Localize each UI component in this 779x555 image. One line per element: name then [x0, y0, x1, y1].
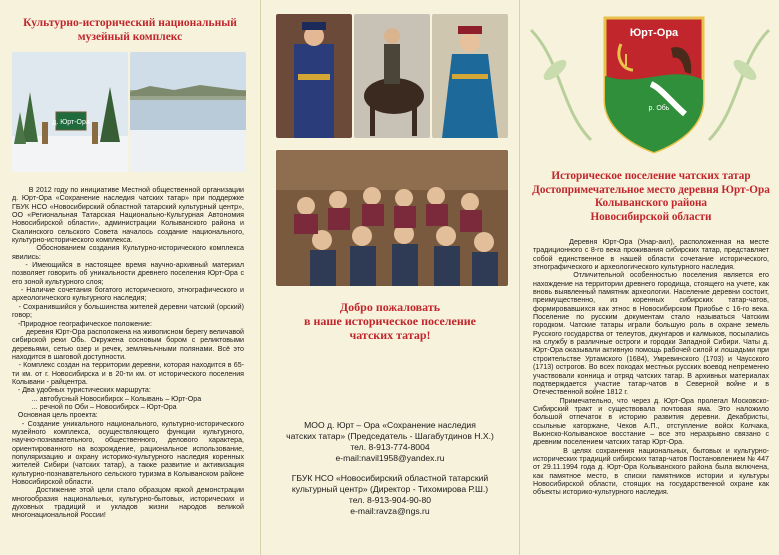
contact2-director: культурный центр» (Директор - Тихомирова Р.Ш.): [291, 484, 489, 494]
panel-divider-2: [519, 0, 520, 555]
emblem-title: Юрт-Ора: [629, 27, 679, 39]
right-title-line3: Колыванского района: [594, 197, 708, 209]
middle-panel: [262, 0, 518, 555]
right-title: [529, 170, 773, 224]
costume-photo-right: [432, 14, 508, 138]
right-title-line2: Достопримечательное место деревня Юрт-Ора: [532, 183, 770, 196]
sign-text: д. Юрт-Ора: [52, 119, 90, 126]
right-title-line4: Новосибирской области: [590, 210, 712, 223]
panel-divider-1: [260, 0, 261, 555]
welcome-line2: в наше историческое поселение: [304, 314, 476, 328]
horse-rider-photo: [354, 14, 430, 138]
contact1-phone: тел. 8-913-774-8004: [350, 442, 430, 452]
contact1-chair: чатских татар» (Председатель - Шагабутдинов Н.Х.): [286, 431, 494, 441]
left-body-text: В 2012 году по инициативе Местной общественной организации д. Юрт-Ора «Сохранение наследия чатских татар» при поддержке ГБУК НСО «Новосибирский областной татарский культурный центр», ОО «Региональная Татарская Национально-Культурная Автономия Новосибирской области», администрации Колыванского района и Скалинского сельского Совета началось создание национального, культурно-исторического комплекса. Обоснованием создания Культурно-исторического комплекса явились: - Имеющийся в настоящее время научно-архивный материал позволяет говорить об уникальности древнего поселения Юрт-Ора с его зоной культурного слоя; - Наличие сочетания богатого исторического, этнографического и археологического культурного наследия; - Сохранившийся у большинства жителей деревни чатский (орский) говор; -Природное географическое положение: деревня Юрт-Ора расположена на живописном берегу величавой сибирской реки Обь. Окружена сосновым бором с реликтовыми деревьями, сетью озер и речек, землянычными полянами. Всё это находится в шаговой доступности. - Комплекс создан на территории деревни, которая находится в 65-ти км. от г. Новосибирска и в 20-ти км. от исторического поселения Колывани - райцентра. - Два удобных туристических маршрута: ... автобусный Новосибирск – Колывань – Юрт-Ора ... речной по Оби – Новосибирск – Юрт-Ора Основная цель проекта: - Создание уникального национального, культурно-исторического музейного комплекса, осуществляющего функции культурного, научно-познавательного, общественного, делового характера, ориентированного на возрождение, рациональное использование, популяризацию и охрану историко-культурного наследия коренных жителей Сибири (чатских татар), а также развитие и активизация культурно-познавательного сельского туризма в Колыванском районе Новосибирской области. Достижение этой цели стало образцом яркой демонстрации многообразия национальных, культурно-бытовых, исторических и духовных традиций и укладов жизни народов великой многонациональной России!: [12, 186, 245, 520]
village-emblem: [601, 14, 707, 154]
left-title-line2: музейный комплекс: [77, 31, 183, 43]
welcome-line1: Добро пожаловать: [339, 300, 441, 314]
river-landscape-image: [130, 52, 246, 172]
group-photo: [276, 150, 508, 286]
emblem-river: р. Обь: [648, 105, 670, 112]
river-landscape-photo: [130, 52, 246, 172]
contact-gap: [262, 464, 518, 473]
welcome-line3: чатских татар!: [349, 328, 431, 342]
contact1-org: МОО д. Юрт – Ора «Сохранение наследия: [304, 420, 476, 430]
group-image: [276, 150, 508, 286]
contact2-org: ГБУК НСО «Новосибирский областной татарский: [291, 473, 489, 483]
costume-photo-left: [276, 14, 352, 138]
museum-sign-photo: [12, 52, 128, 172]
right-title-line1: Историческое поселение чатских татар: [551, 170, 751, 182]
left-title-line1: Культурно-исторический национальный: [23, 17, 237, 29]
left-panel: [0, 0, 258, 555]
right-body-text: Деревня Юрт-Ора (Унар-аил), расположенная на месте традиционного с 8-го века проживания сибирских татар, представляет собой единственное в нашей области сочетание исторического, этнографического и археологического культурного наследия. Отличительной особенностью поселения является его нахождение на территории древнего городища, стоящего на учете, как вновь выявленный памятник археологии. Население деревни состоит, преимущественно, из коренных сибирских татар-чатов, формировавшихся как этнос в Новосибирском Приобье с 16-го века. Поселение по русским документам стало называться Чатским городком. Чатские татары играли большую роль в охране земель Русского государства от телеутов, джунгаров и калмыков, посылались на службу в различные остроги и городки Западной Сибири. Чаты д. Юрт-Ора оказывали активную помощь рабочей силой и лошадьми при строительстве Уртамского (1684), Умревинского (1703) и Чаусского (1713) острогов. Во всех походах местных русских воевод непременно участвовали конница и отряд чатских татар. В архивных материалах подтверждается участие татар-чатов в Северной войне и в Отечественной войне 1812 г. Примечательно, что через д. Юрт-Ора пролегал Московско-Сибирский тракт и существовала почтовая яма. Это наложило большой отпечаток в историю развития деревни. Декабристы, ссыльные каторжане, Чехов А.П., отступление войск Колчака, Вьюнско-Колыванское восстание – все это неразрывно связано с древним поселением чатских татар Юрт-Ора. В целях сохранения национальных, бытовых и культурно-исторических традиций сибирских татар-чатов Постановлением № 447 от 29.11.1994 года д. Юрт-Ора Колыванского района была включена, как памятное место, в списки памятников истории и культуры Новосибирской области, стоящих на государственной охране как объекты историко-культурного наследия.: [533, 238, 770, 497]
horse-rider-image: [354, 14, 430, 138]
costume-image-right: [432, 14, 508, 138]
left-title: [10, 16, 250, 44]
right-panel: [521, 0, 779, 555]
costume-image-left: [276, 14, 352, 138]
contact2-email: e-mail:ravza@ngs.ru: [350, 506, 430, 516]
welcome-heading: [274, 300, 506, 342]
museum-sign-image: [12, 52, 128, 172]
contact1-email: e-mail:navil1958@yandex.ru: [335, 453, 445, 463]
contact2-phone: тел. 8-913-904-90-80: [348, 495, 432, 505]
contacts-block: [262, 420, 518, 517]
